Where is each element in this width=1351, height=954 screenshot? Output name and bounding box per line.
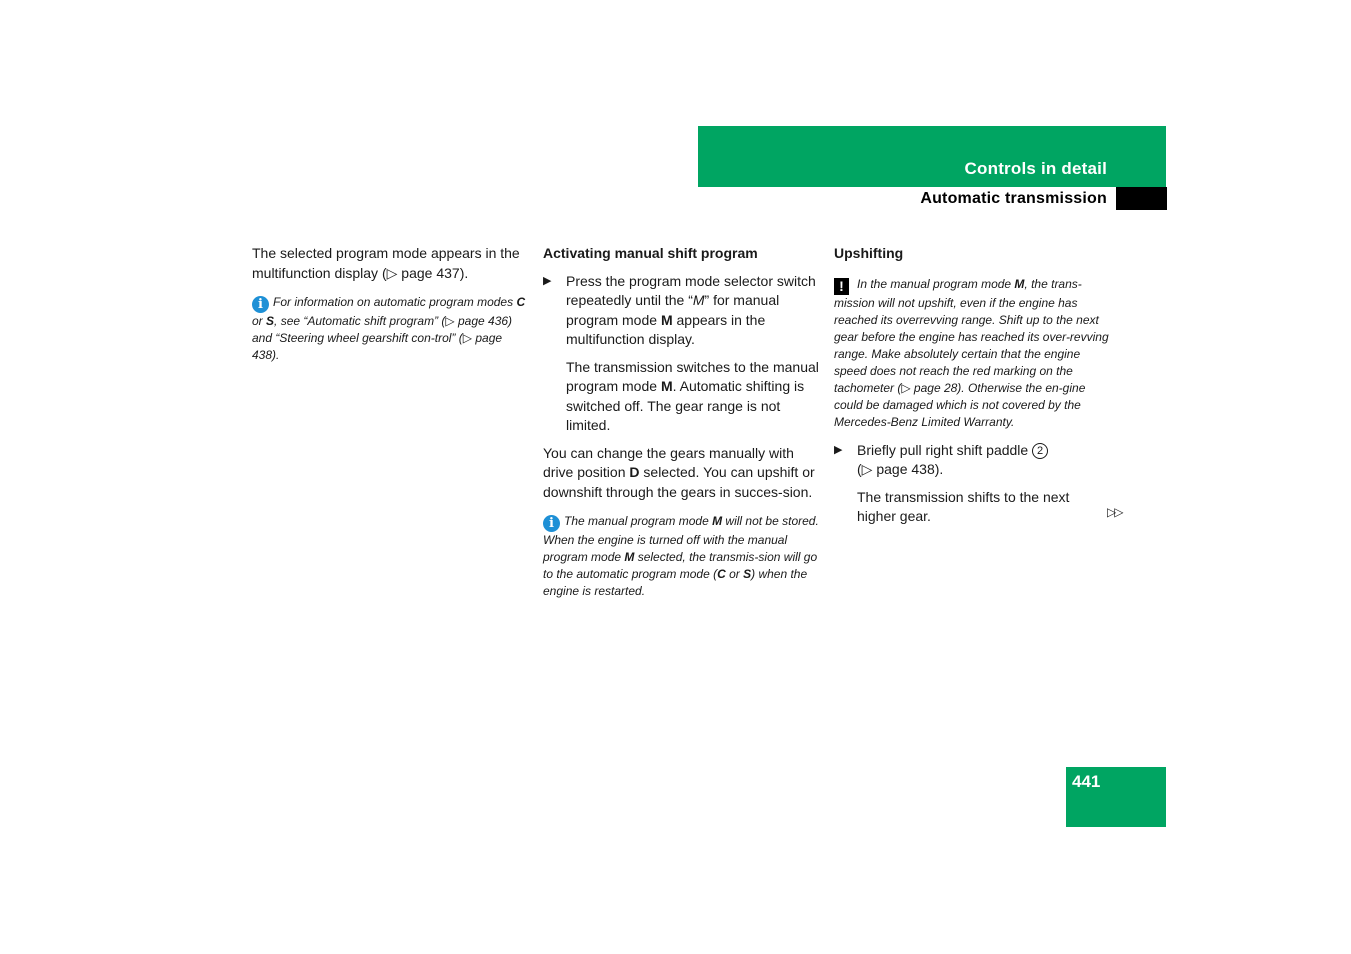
page-ref-icon: ▷ [901, 380, 911, 395]
warning-icon: ! [834, 278, 849, 295]
subsection-title: Automatic transmission [920, 190, 1107, 207]
step-arrow-icon: ▶ [543, 274, 552, 287]
page-number-box [1066, 767, 1166, 827]
callout-number: 2 [1032, 443, 1048, 459]
column-left [252, 244, 528, 364]
column-right [834, 244, 1110, 527]
instruction-step: ▶ Briefly pull right shift paddle 2 (▷ page 438). [834, 441, 1110, 480]
info-icon: i [543, 515, 560, 532]
step-arrow-icon: ▶ [834, 443, 843, 456]
body-paragraph: You can change the gears manually with drive position D selected. You can upshift or downshift through the gears in succes-sion. [543, 444, 815, 500]
warning-note: ! In the manual program mode M, the trans-mission will not upshift, even if the engine has reached its overrevving range. Shift up to the next gear before the engine has reached its over-revving range. Make absolutely certain that the engine speed does not reach the red marking on the tachometer (▷ page 28). Otherwise the en-gine could be damaged which is not covered by the Mercedes-Benz Limited Warranty. [834, 276, 1109, 429]
section-heading: Upshifting [834, 245, 904, 261]
page-ref-icon: ▷ [861, 461, 873, 477]
info-icon: i [252, 296, 269, 313]
intro-paragraph: The selected program mode appears in the multifunction display (▷ page 437). [252, 245, 520, 281]
section-heading: Activating manual shift program [543, 245, 758, 261]
continued-icon: ▷▷ [1107, 505, 1122, 519]
page-number: 441 [1072, 772, 1101, 791]
instruction-step: ▶ Press the program mode selector switch repeatedly until the “M” for manual program mode M appears in the multifunction display. [543, 272, 816, 347]
step-result: The transmission switches to the manual program mode M. Automatic shifting is switched off. The gear range is not limited. [566, 358, 819, 433]
info-note: i For information on automatic program modes C or S, see “Automatic shift program” (▷ page 436) and “Steering wheel gearshift con-trol” (▷ page 438). [252, 295, 526, 362]
column-middle [543, 244, 819, 600]
section-title: Controls in detail [964, 159, 1107, 178]
page-ref-icon: ▷ [386, 264, 398, 281]
page-ref-icon: ▷ [445, 314, 455, 328]
page-ref-icon: ▷ [462, 331, 473, 345]
header-black-tab [1116, 187, 1167, 210]
step-result: The transmission shifts to the next higher gear. [857, 488, 1070, 524]
info-note: i The manual program mode M will not be stored. When the engine is turned off with the manual program mode M selected, the transmis-sion will go to the automatic program mode (C or S) when the engine is restarted. [543, 514, 819, 598]
